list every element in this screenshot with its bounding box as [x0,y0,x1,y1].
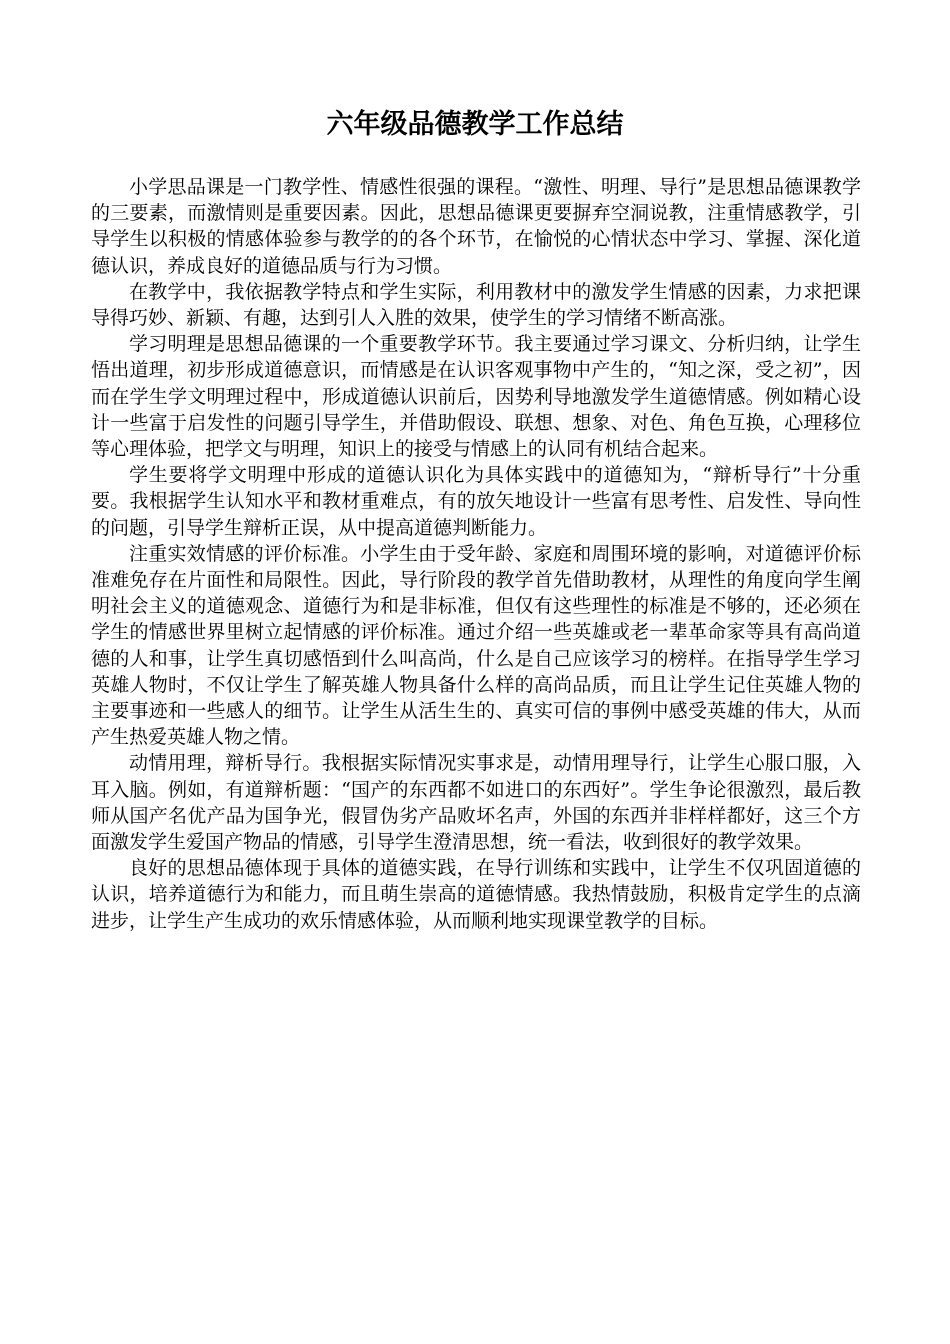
document-body [91,174,861,934]
paragraph-1: 小学思品课是一门教学性、情感性很强的课程。“激性、明理、导行”是思想品德课教学的三要素，而激情则是重要因素。因此，思想品德课更要摒弃空洞说教，注重情感教学，引导学生以积极的情感体验参与教学的的各个环节，在愉悦的心情状态中学习、掌握、深化道德认识，养成良好的道德品质与行为习惯。 [91,176,861,277]
paragraph-3: 学习明理是思想品德课的一个重要教学环节。我主要通过学习课文、分析归纳，让学生悟出道理，初步形成道德意识，而情感是在认识客观事物中产生的，“知之深，受之初”，因而在学生学文明理过程中，形成道德认识前后，因势利导地激发学生道德情感。例如精心设计一些富于启发性的问题引导学生，并借助假设、联想、想象、对色、角色互换，心理移位等心理体验，把学文与明理，知识上的接受与情感上的认同有机结合起来。 [91,333,861,461]
paragraph-6: 动情用理，辩析导行。我根据实际情况实事求是，动情用理导行，让学生心服口服，入耳入脑。例如，有道辩析题：“国产的东西都不如进口的东西好”。学生争论很激烈，最后教师从国产名优产品为国争光，假冒伪劣产品败坏名声，外国的东西并非样样都好，这三个方面激发学生爱国产物品的情感，引导学生澄清思想，统一看法，收到很好的教学效果。 [91,752,861,854]
paragraph-5: 注重实效情感的评价标准。小学生由于受年龄、家庭和周围环境的影响，对道德评价标准难免存在片面性和局限性。因此，导行阶段的教学首先借助教材，从理性的角度向学生阐明社会主义的道德观念、道德行为和是非标准，但仅有这些理性的标准是不够的，还必须在学生的情感世界里树立起情感的评价标准。通过介绍一些英雄或老一辈革命家等具有高尚道德的人和事，让学生真切感悟到什么叫高尚，什么是自己应该学习的榜样。在指导学生学习英雄人物时，不仅让学生了解英雄人物具备什么样的高尚品质，而且让学生记住英雄人物的主要事迹和一些感人的细节。让学生从活生生的、真实可信的事例中感受英雄的伟大，从而产生热爱英雄人物之情。 [91,542,861,749]
paragraph-7: 良好的思想品德体现于具体的道德实践，在导行训练和实践中，让学生不仅巩固道德的认识，培养道德行为和能力，而且萌生崇高的道德情感。我热情鼓励，积极肯定学生的点滴进步，让学生产生成功的欢乐情感体验，从而顺利地实现课堂教学的目标。 [91,857,861,932]
document-title: 六年级品德教学工作总结 [326,109,624,140]
paragraph-2: 在教学中，我依据教学特点和学生实际，利用教材中的激发学生情感的因素，力求把课导得巧妙、新颖、有趣，达到引人入胜的效果，使学生的学习情绪不断高涨。 [91,280,861,330]
paragraph-4: 学生要将学文明理中形成的道德认识化为具体实践中的道德知为，“辩析导行”十分重要。我根据学生认知水平和教材重难点，有的放矢地设计一些富有思考性、启发性、导向性的问题，引导学生辩析正误，从中提高道德判断能力。 [91,464,861,539]
